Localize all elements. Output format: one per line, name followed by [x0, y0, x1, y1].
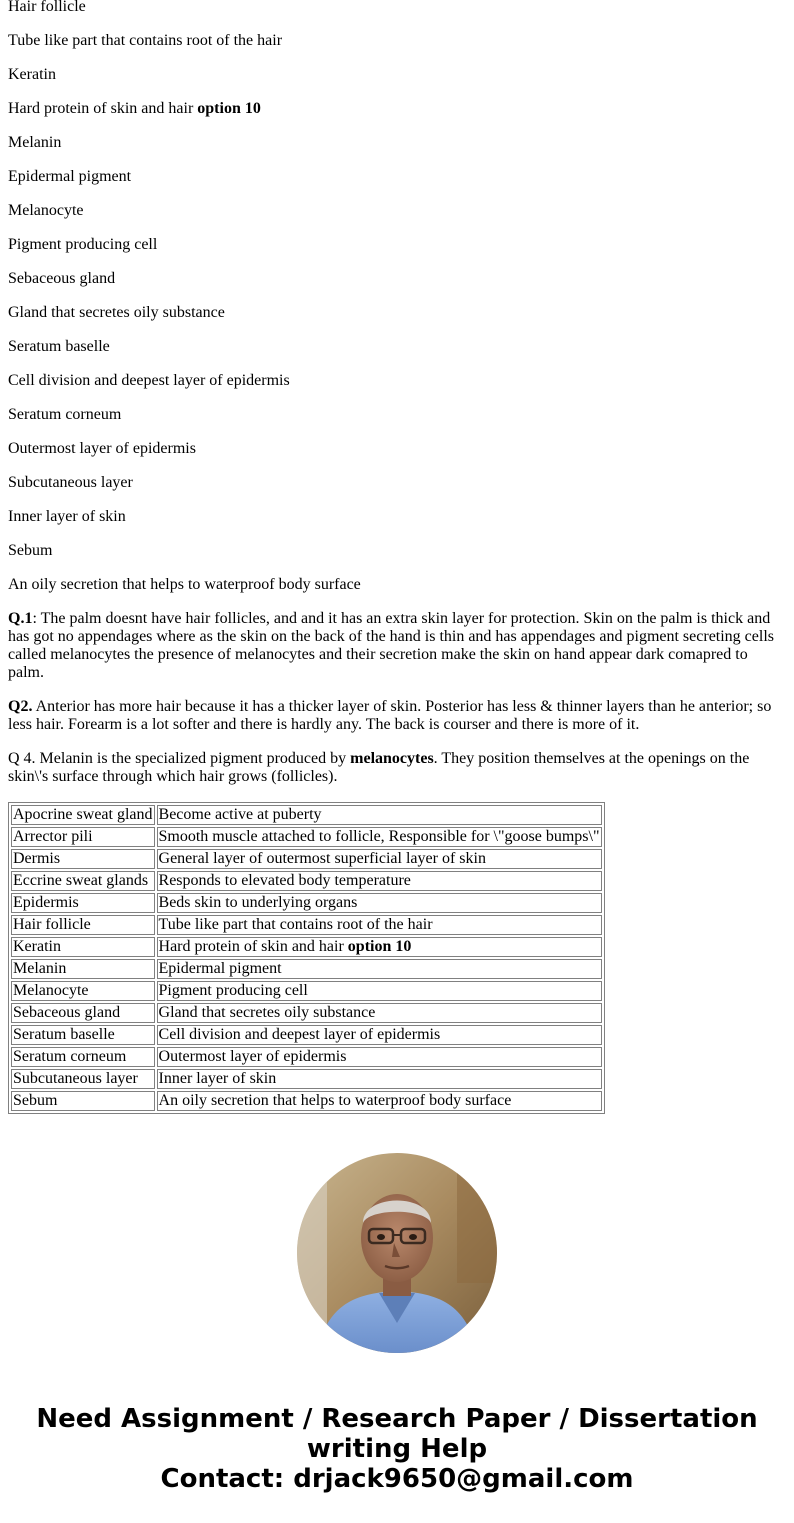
table-row [11, 1003, 602, 1023]
table-cell-definition: Pigment producing cell [157, 981, 602, 1001]
promo-line-2: writing Help [306, 1434, 488, 1464]
table-cell-definition: Tube like part that contains root of the hair [157, 915, 602, 935]
author-avatar [297, 1153, 497, 1353]
table-cell-term: Sebaceous gland [11, 1003, 155, 1023]
table-row [11, 915, 602, 935]
table-row [11, 849, 602, 869]
table-cell-term: Sebum [11, 1091, 155, 1111]
keratin-option-label: option 10 [197, 100, 261, 117]
answer-q4-text-after: . They position themselves at the openings on the skin\'s surface through which hair grows (follicles). [8, 750, 750, 785]
table-cell-definition: Epidermal pigment [157, 959, 602, 979]
table-cell-term: Apocrine sweat gland [13, 806, 153, 823]
definition-sebum: An oily secretion that helps to waterproof body surface [8, 576, 361, 593]
answer-q1-text: : The palm doesnt have hair follicles, and and it has an extra skin layer for protection. Skin on the palm is thick and has got no appendages where as the skin on the back of the hand is thin and has appendages and pigment secreting cells called melanocytes the presence of melanocytes and their secretion make the skin on hand appear dark comapred to palm. [8, 610, 774, 681]
table-cell-term: Keratin [11, 937, 155, 957]
promo-line-1: Need Assignment / Research Paper / Dissertation [36, 1404, 758, 1434]
table-row [11, 871, 602, 891]
table-cell-term: Subcutaneous layer [11, 1069, 155, 1089]
definition-keratin [8, 100, 780, 118]
term-melanocyte: Melanocyte [8, 202, 84, 219]
table-cell-definition: Cell division and deepest layer of epidermis [157, 1025, 602, 1045]
table-cell-definition: An oily secretion that helps to waterproof body surface [157, 1091, 602, 1111]
table-row [11, 805, 602, 825]
definition-stratum-basale: Cell division and deepest layer of epidermis [8, 372, 290, 389]
answer-q1 [8, 610, 780, 682]
term-sebum: Sebum [8, 542, 53, 559]
promo-banner [0, 1404, 794, 1494]
term-keratin: Keratin [8, 66, 56, 83]
table-row [11, 959, 602, 979]
term-subcutaneous-layer: Subcutaneous layer [8, 474, 133, 491]
answer-q2-label: Q2. [8, 698, 33, 715]
table-row [11, 1069, 602, 1089]
answer-q1-label: Q.1 [8, 610, 33, 627]
table-cell-definition-text: Hard protein of skin and hair [158, 938, 348, 955]
table-cell-option-label: option 10 [347, 938, 412, 955]
term-stratum-basale: Seratum baselle [8, 338, 110, 355]
table-cell-term: Dermis [11, 849, 155, 869]
table-cell-term: Eccrine sweat glands [11, 871, 155, 891]
answer-q4-text-before: Q 4. Melanin is the specialized pigment produced by [8, 750, 351, 767]
answer-q2 [8, 698, 780, 734]
table-row [11, 1047, 602, 1067]
table-row [11, 1091, 602, 1111]
table-cell-definition [157, 937, 602, 957]
table-cell-definition: Beds skin to underlying organs [157, 893, 602, 913]
author-portrait-icon [297, 1153, 497, 1353]
definition-melanin: Epidermal pigment [8, 168, 132, 185]
term-sebaceous-gland: Sebaceous gland [8, 270, 116, 287]
promo-contact: Contact: drjack9650@gmail.com [160, 1464, 634, 1494]
answer-q4-bold: melanocytes [350, 750, 434, 767]
table-cell-definition: Gland that secretes oily substance [157, 1003, 602, 1023]
table-row [11, 1025, 602, 1045]
table-cell-term: Seratum baselle [11, 1025, 155, 1045]
table-cell-definition: Responds to elevated body temperature [157, 871, 602, 891]
glossary-table [8, 802, 605, 1114]
definition-hair-follicle: Tube like part that contains root of the hair [8, 32, 283, 49]
table-cell-definition: Inner layer of skin [157, 1069, 602, 1089]
definition-sebaceous-gland: Gland that secretes oily substance [8, 304, 225, 321]
document-body [8, 0, 780, 1114]
answer-q4 [8, 750, 780, 786]
table-cell-definition: Become active at puberty [157, 805, 602, 825]
table-cell-term: Epidermis [11, 893, 155, 913]
definition-subcutaneous-layer: Inner layer of skin [8, 508, 126, 525]
definition-keratin-text: Hard protein of skin and hair [8, 100, 194, 117]
term-melanin: Melanin [8, 134, 62, 151]
answer-q2-text: Anterior has more hair because it has a thicker layer of skin. Posterior has less & thinner layers than he anterior; so less hair. Forearm is a lot softer and there is hardly any. The back is courser and there is more of it. [8, 698, 772, 733]
table-cell-term: Seratum corneum [11, 1047, 155, 1067]
definition-melanocyte: Pigment producing cell [8, 236, 158, 253]
definition-stratum-corneum: Outermost layer of epidermis [8, 440, 196, 457]
term-stratum-corneum: Seratum corneum [8, 406, 122, 423]
table-cell-definition: Outermost layer of epidermis [157, 1047, 602, 1067]
term-hair-follicle: Hair follicle [8, 0, 86, 15]
table-cell-term: Melanin [11, 959, 155, 979]
table-cell-term: Melanocyte [11, 981, 155, 1001]
table-cell-term: Hair follicle [11, 915, 155, 935]
table-cell-definition: General layer of outermost superficial layer of skin [157, 849, 602, 869]
table-row [11, 893, 602, 913]
table-row [11, 981, 602, 1001]
table-row [11, 937, 602, 957]
table-row [11, 827, 602, 847]
table-cell-definition: Smooth muscle attached to follicle, Responsible for \"goose bumps\" [158, 828, 600, 845]
table-cell-term: Arrector pili [11, 827, 155, 847]
